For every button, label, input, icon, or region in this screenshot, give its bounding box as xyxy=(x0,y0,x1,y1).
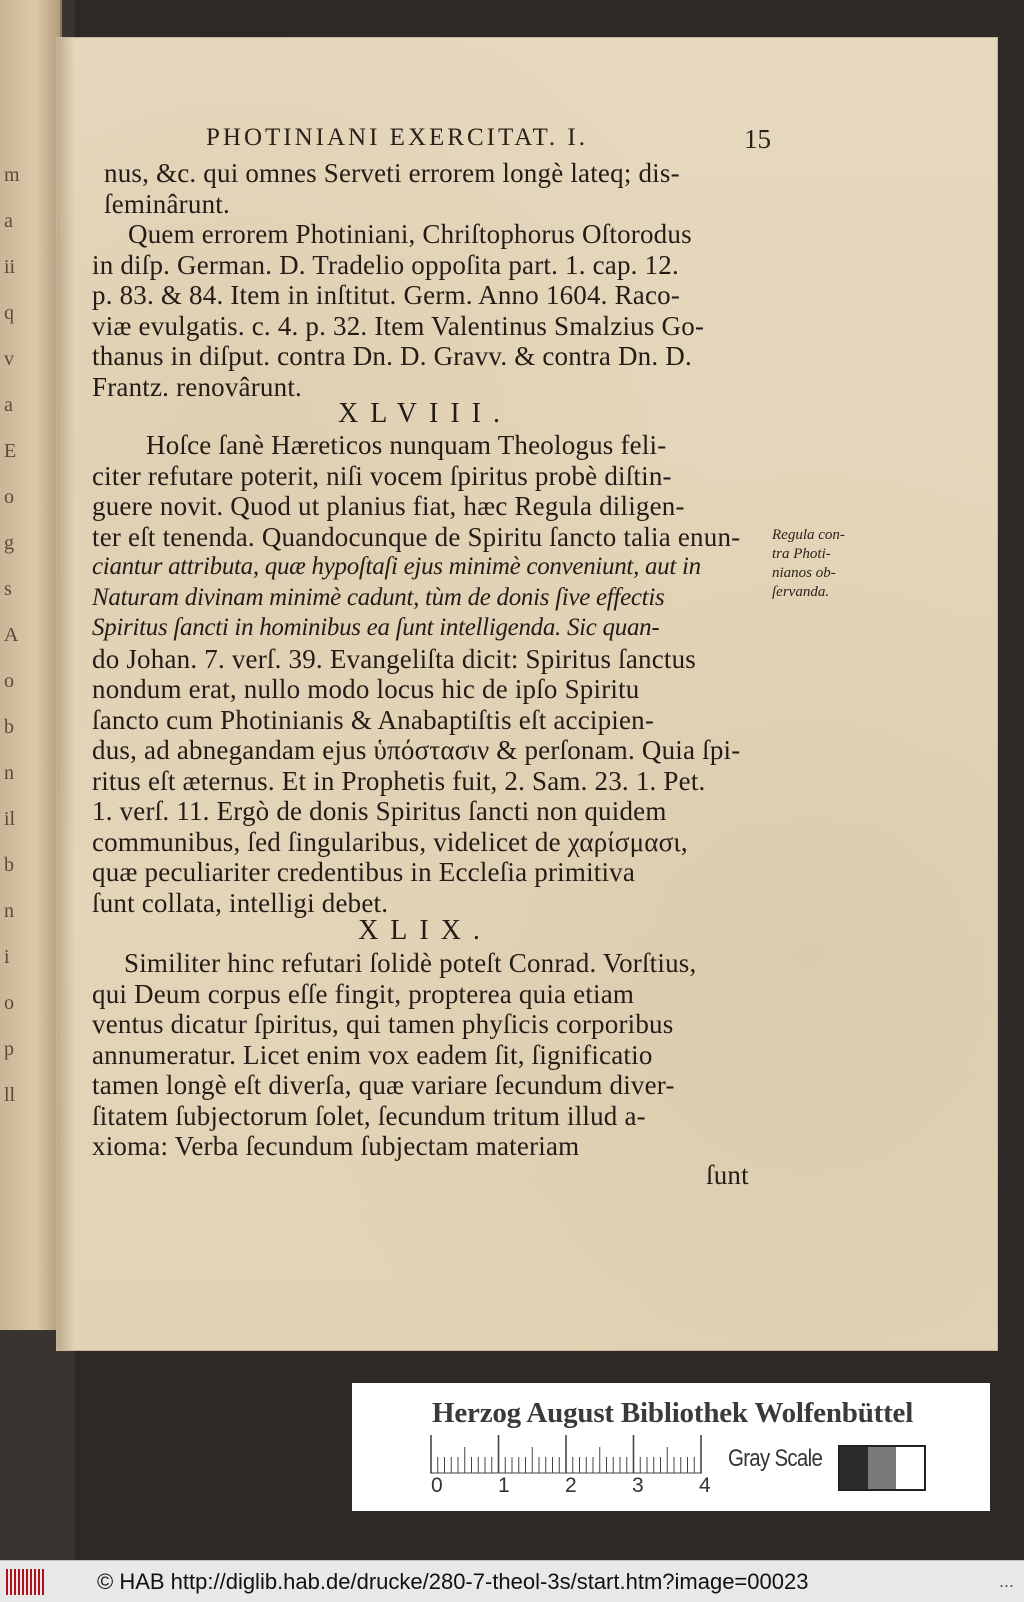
text-line: p. 83. & 84. Item in inſtitut. Germ. Anno 1604. Raco- xyxy=(92,280,681,310)
previous-page-letter: b xyxy=(4,716,14,738)
previous-page-letter: ii xyxy=(4,256,16,278)
text-line: nondum erat, nullo modo locus hic de ipſo Spiritu xyxy=(92,674,640,704)
previous-page-letter: ll xyxy=(4,1084,16,1106)
margin-note-line: ſervanda. xyxy=(772,584,830,600)
text-line: ter eſt tenenda. Quandocunque de Spiritu ſancto talia enun- xyxy=(92,521,741,552)
text-line: annumeratur. Licet enim vox eadem ſit, ſignificatio xyxy=(92,1039,653,1070)
text-line: ſunt collata, intelligi debet. xyxy=(92,887,389,918)
text-line: nus, &c. qui omnes Serveti errorem longè lateq; dis- xyxy=(104,158,680,188)
text-line: do Johan. 7. verſ. 39. Evangeliſta dicit: Spiritus ſanctus xyxy=(92,643,697,674)
text-line: Naturam divinam minimè cadunt, tùm de donis ſive effectis xyxy=(92,583,665,611)
library-title: Herzog August Bibliothek Wolfenbüttel xyxy=(432,1397,914,1429)
library-card xyxy=(352,1383,990,1511)
gray-scale-label: Gray Scale xyxy=(728,1445,823,1472)
text-line: Similiter hinc refutari ſolidè poteſt Conrad. Vorſtius, xyxy=(124,948,697,978)
text-line: ciantur attributa, quæ hypoſtaſi ejus minimè conveniunt, aut in xyxy=(92,553,701,580)
previous-page-edge xyxy=(0,0,62,1330)
previous-page-letter: o xyxy=(4,670,14,692)
previous-page-letter: b xyxy=(4,854,14,876)
text-line: tamen longè eſt diverſa, quæ variare ſecundum diver- xyxy=(92,1070,675,1100)
scale-number-1: 1 xyxy=(498,1474,510,1497)
text-line: quæ peculiariter credentibus in Eccleſia primitiva xyxy=(92,857,636,887)
previous-page-letter: s xyxy=(4,578,12,600)
scale-number-0: 0 xyxy=(431,1474,443,1497)
text-line: Frantz. renovârunt. xyxy=(92,371,302,402)
footer-bar xyxy=(0,1560,1024,1602)
text-line: viæ evulgatis. c. 4. p. 32. Item Valentinus Smalzius Go- xyxy=(92,310,705,341)
text-line: citer refutare poterit, niſi vocem ſpiritus probè diſtin- xyxy=(92,460,672,491)
footer-more-button[interactable]: ... xyxy=(998,1571,1014,1591)
gray-swatch-mid xyxy=(868,1447,896,1489)
text-line: communibus, ſed ſingularibus, videlicet de χαρίσμασι, xyxy=(92,826,688,857)
previous-page-letter: E xyxy=(4,440,17,462)
catchword: ſunt xyxy=(706,1160,749,1190)
margin-note-line: Regula con- xyxy=(772,527,845,543)
section-heading-49: XLIX. xyxy=(358,915,492,946)
text-line: Spiritus ſancti in hominibus ea ſunt intelligenda. Sic quan- xyxy=(92,614,660,641)
scale-number-3: 3 xyxy=(632,1474,644,1497)
scale-number-2: 2 xyxy=(565,1474,577,1497)
previous-page-letter: q xyxy=(4,302,14,324)
text-line: ſancto cum Photinianis & Anabaptiſtis eſt accipien- xyxy=(92,704,655,735)
page-gutter-shadow xyxy=(57,38,75,1350)
previous-page-letter: m xyxy=(4,164,20,186)
previous-page-letter: a xyxy=(4,210,13,232)
section-heading-48: XLVIII. xyxy=(338,398,512,429)
text-line: 1. verſ. 11. Ergò de donis Spiritus ſancti non quidem xyxy=(92,796,667,826)
text-line: guere novit. Quod ut planius fiat, hæc Regula diligen- xyxy=(92,491,685,521)
previous-page-letter: i xyxy=(4,946,10,968)
text-line: ſitatem ſubjectorum ſolet, ſecundum tritum illud a- xyxy=(92,1100,646,1131)
text-line: xioma: Verba ſecundum ſubjectam materiam xyxy=(92,1131,580,1161)
page-number: 15 xyxy=(744,124,771,154)
previous-page-letter: n xyxy=(4,762,14,784)
text-line: qui Deum corpus eſſe fingit, propterea quia etiam xyxy=(92,978,635,1009)
gray-swatch-dark xyxy=(840,1447,868,1489)
text-line: ritus eſt æternus. Et in Prophetis fuit, 2. Sam. 23. 1. Pet. xyxy=(92,765,706,796)
previous-page-letter: v xyxy=(4,348,14,370)
margin-note-line: nianos ob- xyxy=(772,565,836,581)
ruler-scale xyxy=(428,1435,718,1475)
running-head: PHOTINIANI EXERCITAT. I. xyxy=(206,124,588,151)
text-line: ventus dicatur ſpiritus, qui tamen phyſicis corporibus xyxy=(92,1009,674,1039)
text-line: dus, ad abnegandam ejus ὑπόστασιν & perſonam. Quia ſpi- xyxy=(92,735,741,765)
previous-page-letter: il xyxy=(4,808,16,830)
margin-note-line: tra Photi- xyxy=(772,546,831,562)
text-line: ſeminârunt. xyxy=(104,188,230,219)
previous-page-letter: o xyxy=(4,992,14,1014)
scale-number-4: 4 xyxy=(699,1474,711,1497)
gray-scale-swatch xyxy=(838,1445,926,1491)
gray-swatch-light xyxy=(896,1447,924,1489)
previous-page-letter: o xyxy=(4,486,14,508)
footer-url-link[interactable]: © HAB http://diglib.hab.de/drucke/280-7-theol-3s/start.htm?image=00023 xyxy=(97,1569,809,1594)
previous-page-letter: p xyxy=(4,1038,14,1060)
text-line: Hoſce ſanè Hæreticos nunquam Theologus feli- xyxy=(146,430,667,460)
previous-page-letter: A xyxy=(4,624,19,646)
text-line: thanus in diſput. contra Dn. D. Gravv. & contra Dn. D. xyxy=(92,341,692,371)
previous-page-letter: a xyxy=(4,394,13,416)
previous-page-letter: n xyxy=(4,900,14,922)
text-line: in diſp. German. D. Tradelio oppoſita part. 1. cap. 12. xyxy=(92,249,679,280)
previous-page-letter: g xyxy=(4,532,14,554)
hab-logo-icon xyxy=(6,1569,46,1595)
text-line: Quem errorem Photiniani, Chriſtophorus Oſtorodus xyxy=(128,219,692,249)
